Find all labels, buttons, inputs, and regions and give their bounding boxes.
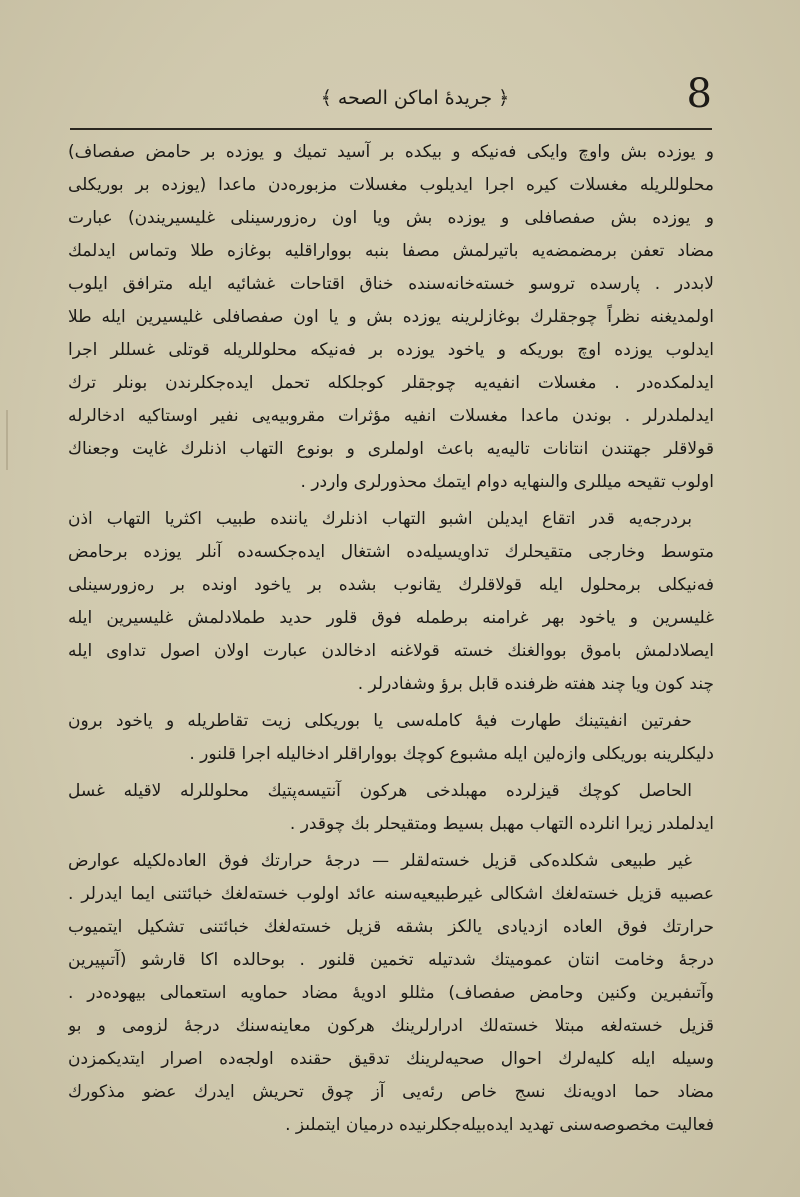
text-line: محلوللريله مغسلات كيره اجرا ايديلوب مغسلات مزبورەدن ماعدا (يوزده بر بوريكلى <box>68 175 714 195</box>
paragraph <box>68 775 714 841</box>
text-line: اولوب تقيحه ميللرى والىنهايه دوام ايتمك محذورلرى واردر . <box>300 472 714 492</box>
text-line: اولمديغنه نظراً چوجقلرك بوغازلرينه يوزده بش و يا اون صفصافلى غليسيرين ايله طلا <box>68 307 714 327</box>
text-line: ايدلملدر زيرا انلرده التهاب مهبل بسيط ومتقيحلر بك چوقدر . <box>289 814 714 834</box>
text-line: درجهٔ وخامت انتان عموميتك شدتيله تخمين قلنور . بوحالده اكا قارشو (آتىپيرين <box>68 950 714 970</box>
paragraph <box>68 845 714 1142</box>
text-line: چند كون ويا چند هفته ظرفنده قابل برؤ وشفادرلر . <box>357 674 714 694</box>
text-line: غليسرين و ياخود بهر غرامنه برطمله فوق قلور حديد طملادلمش غليسيرين ايله <box>68 608 714 628</box>
text-line: مضاد تعفن برمضمضەيه باتيرلمش مصفا بنبه بوواراقليه بوغازه طلا وتماس ايدلمك <box>68 241 714 261</box>
text-line: حفرتين انفيتينك طهارت فيهٔ كاملەسى يا بوريكلى زيت تقاطريله و ياخود برون <box>68 711 692 731</box>
paragraph <box>68 136 714 499</box>
page-crease-mark <box>6 410 8 470</box>
paragraph <box>68 503 714 701</box>
text-line: ايدلملدرلر . بوندن ماعدا مغسلات انفيه مؤثرات مقروبيەيى نفير اوستاكيه ادخالرله <box>68 406 714 426</box>
text-line: دليكلرينه بوريكلى وازەلين ايله مشبوع كوچك بوواراقلر ادخاليله اجرا قلنور . <box>189 744 714 764</box>
text-line: وسيله ايله كليەلرك احوال صحيەلرينك تدقيق حقنده اولجەده اصرار ايتديكمزدن <box>68 1049 714 1069</box>
text-line: مضاد حما ادويەنك نسج خاص رئەيى آز چوق تحريش ايدرك عضو مذكورك <box>68 1082 714 1102</box>
text-line: فەنيكلى برمحلول ايله قولاقلرك يقانوب بشدە بر ياخود اونده بر رەزورسينلى <box>68 575 714 595</box>
text-line: وآتىفبرين وكنين وحامض صفصاف) مثللو ادويهٔ مضاد حماويه استعمالى بيهودەدر . <box>68 983 714 1003</box>
text-line: ايصلادلمش باموق بووالغنك خسته قولاغنه ادخالدن عبارت اولان اصول تداوى ايله <box>68 641 714 661</box>
text-line: قزيل خستەلغه مبتلا خستەلك ادرارلرينك هركون معاينەسنك درجهٔ لزومى و بو <box>68 1016 714 1036</box>
page-number: 8 <box>686 71 712 117</box>
text-line: و يوزده بش صفصافلى و يوزده بش ويا اون رەزورسينلى غليسيريندن) عبارت <box>68 208 714 228</box>
text-line: فعاليت مخصوصەسنى تهديد ايدەبيلەجكلرنيده درميان ايتملىز . <box>285 1115 714 1135</box>
text-line: الحاصل كوچك قيزلرده مهبلدخى هركون آنتيسەپتيك محلوللرله لاقيله غسل <box>68 781 692 801</box>
text-line: قولاقلر جهتندن انتانات تاليەيه باعث اولملرى و بونوع التهاب اذنلرك غايت وجعناك <box>68 439 714 459</box>
text-line: متوسط وخارجى متقيحلرك تداويسيلەده اشتغال ايدەجكسەده آنلر يوزده برحامض <box>68 542 714 562</box>
text-line: و يوزده بش واوچ وايكى فەنيكە و بيكده بر آسيد تميك و يوزده بر حامض صفصاف) <box>68 142 714 162</box>
text-line: حرارتك فوق العاده ازديادى يالكز بشقه قزيل خستەلغك خبائتنى تشكيل ايتميوب <box>68 917 714 937</box>
text-line: غير طبيعى شكلدەكى قزيل خستەلقلر — درجهٔ حرارتك فوق العادەلكيله عوارض <box>68 851 692 871</box>
text-line: عصبيه قزيل خستەلغك اشكالى غيرطبيعيەسنه عائد اولوب خستەلغك خبائتنى ايما ايدرلر . <box>68 884 714 904</box>
page-header <box>70 71 712 126</box>
body-text <box>68 136 714 1146</box>
text-line: ايدلمكدەدر . مغسلات انفيەيه چوجقلر كوجلكله تحمل ايدەجكلرندن بونلر ترك <box>68 373 714 393</box>
paragraph <box>68 705 714 771</box>
text-line: بردرجەيه قدر اتقاع ايديلن اشبو التهاب اذنلرك ياننده طبيب اكثريا التهاب اذن <box>68 509 692 529</box>
running-head: ﴿ جريدهٔ اماكن الصحه ﴾ <box>320 87 510 109</box>
header-rule <box>70 128 712 130</box>
text-line: لابددر . پارسده تروسو خستەخانەسنده خناق اقتاحات غشائيه ايله مترافق ايلوب <box>68 274 714 294</box>
text-line: ايدلوب يوزده اوچ بوريكه و ياخود يوزده بر فەنيكە محلوللريله قوتلى غسللر اجرا <box>68 340 714 360</box>
